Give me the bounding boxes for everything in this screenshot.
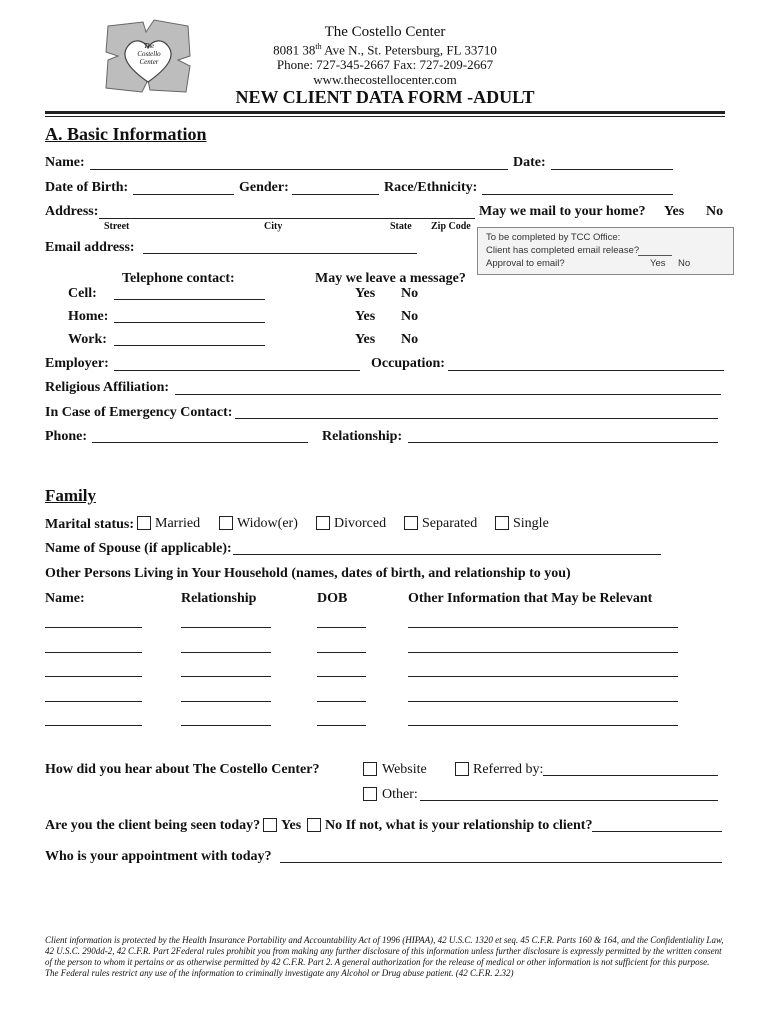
org-website: www.thecostellocenter.com — [313, 72, 457, 87]
client-relationship-field[interactable] — [592, 831, 722, 832]
name-label: Name: — [45, 155, 85, 170]
client-no-checkbox[interactable] — [307, 818, 321, 832]
telephone-header: Telephone contact: — [122, 271, 235, 286]
dob-label: Date of Birth: — [45, 180, 129, 195]
single-label: Single — [513, 516, 549, 531]
work-msg-yes[interactable]: Yes — [355, 332, 376, 347]
referred-checkbox[interactable] — [455, 762, 469, 776]
email-label: Email address: — [45, 240, 135, 255]
logo-text-2: Costello — [137, 50, 161, 58]
dob-field[interactable] — [133, 194, 234, 195]
work-msg-no[interactable]: No — [401, 332, 419, 347]
household-dob-field[interactable] — [317, 652, 366, 653]
single-checkbox[interactable] — [495, 516, 509, 530]
home-label: Home: — [68, 309, 109, 324]
office-use-box — [477, 227, 734, 275]
household-other-field[interactable] — [408, 701, 678, 702]
emergency-phone-field[interactable] — [92, 442, 308, 443]
household-relationship-field[interactable] — [181, 652, 271, 653]
org-name: The Costello Center — [324, 24, 446, 40]
household-relationship-field[interactable] — [181, 676, 271, 677]
separated-label: Separated — [422, 516, 478, 531]
org-address: 8081 38th Ave N., St. Petersburg, FL 33710 — [273, 42, 497, 58]
referred-field[interactable] — [543, 775, 718, 776]
race-field[interactable] — [482, 194, 673, 195]
appointment-field[interactable] — [280, 862, 722, 863]
employer-field[interactable] — [114, 370, 360, 371]
logo-text-1: The — [143, 42, 155, 50]
household-col-dob: DOB — [317, 591, 348, 606]
name-field[interactable] — [90, 169, 508, 170]
website-checkbox[interactable] — [363, 762, 377, 776]
header-rule — [45, 111, 725, 114]
hipaa-notice: Client information is protected by the Health Insurance Portability and Accountability Act of 1996 (HIPAA), 42 U.S.C. 1320 et seq. 45 C.F.R. Parts 160 & 164, and the Confidentiality Law, 42 U.S.C. 290dd-2, 42 C.F.R. Part 2Federal rules prohibit you from making any further disclosure of this information unless further disclosure is expressly permitted by the written consent of the person to whom it pertains or as otherwise permitted by 42 C.F.R. Part 2. A general authorization for the release of medical or other information is not sufficient for this purpose. The Federal rules restrict any use of the information to criminally investigate any Alcohol or Drug abuse patient. (42 C.F.R. 2.32) — [45, 935, 724, 978]
mail-question: May we mail to your home? — [479, 204, 646, 219]
other-label: Other: — [382, 787, 418, 802]
email-release-label: Client has completed email release? — [486, 245, 640, 256]
household-other-field[interactable] — [408, 627, 678, 628]
approval-label: Approval to email? — [486, 258, 565, 269]
other-field[interactable] — [420, 800, 718, 801]
client-yes-label: Yes — [281, 818, 302, 833]
divorced-label: Divorced — [334, 516, 387, 531]
emergency-label: In Case of Emergency Contact: — [45, 405, 233, 420]
client-question: Are you the client being seen today? — [45, 818, 261, 833]
household-col-relationship: Relationship — [181, 591, 257, 606]
household-name-field[interactable] — [45, 676, 142, 677]
household-dob-field[interactable] — [317, 676, 366, 677]
work-field[interactable] — [114, 345, 265, 346]
city-caption: City — [264, 221, 283, 232]
emergency-phone-label: Phone: — [45, 429, 87, 444]
spouse-field[interactable] — [233, 554, 661, 555]
logo-text-3: Center — [139, 58, 159, 66]
client-no-label: No If not, what is your relationship to client? — [325, 818, 593, 833]
email-field[interactable] — [143, 253, 417, 254]
gender-label: Gender: — [239, 180, 289, 195]
occupation-field[interactable] — [448, 370, 724, 371]
header-rule-thin — [45, 116, 725, 117]
spouse-label: Name of Spouse (if applicable): — [45, 541, 232, 556]
widower-label: Widow(er) — [237, 516, 298, 531]
home-msg-no[interactable]: No — [401, 309, 419, 324]
emergency-field[interactable] — [235, 418, 718, 419]
mail-yes[interactable]: Yes — [664, 204, 685, 219]
household-other-field[interactable] — [408, 725, 678, 726]
household-relationship-field[interactable] — [181, 627, 271, 628]
zip-caption: Zip Code — [431, 221, 471, 232]
office-use-title: To be completed by TCC Office: — [486, 232, 621, 243]
race-label: Race/Ethnicity: — [384, 180, 478, 195]
household-relationship-field[interactable] — [181, 725, 271, 726]
religious-label: Religious Affiliation: — [45, 380, 170, 395]
religious-field[interactable] — [175, 394, 721, 395]
emergency-relationship-field[interactable] — [408, 442, 718, 443]
cell-field[interactable] — [114, 299, 265, 300]
client-yes-checkbox[interactable] — [263, 818, 277, 832]
widower-checkbox[interactable] — [219, 516, 233, 530]
website-label: Website — [382, 762, 427, 777]
separated-checkbox[interactable] — [404, 516, 418, 530]
household-label: Other Persons Living in Your Household (names, dates of birth, and relationship to you) — [45, 566, 571, 581]
approval-no[interactable]: No — [678, 258, 691, 269]
referral-question: How did you hear about The Costello Center? — [45, 762, 320, 777]
street-caption: Street — [104, 221, 130, 232]
household-name-field[interactable] — [45, 725, 142, 726]
household-name-field[interactable] — [45, 627, 142, 628]
approval-yes[interactable]: Yes — [650, 258, 666, 269]
household-other-field[interactable] — [408, 676, 678, 677]
household-col-other: Other Information that May be Relevant — [408, 591, 653, 606]
divorced-checkbox[interactable] — [316, 516, 330, 530]
marital-label: Marital status: — [45, 517, 135, 532]
cell-msg-yes[interactable]: Yes — [355, 286, 376, 301]
household-relationship-field[interactable] — [181, 701, 271, 702]
address-label: Address: — [45, 204, 99, 219]
other-checkbox[interactable] — [363, 787, 377, 801]
household-dob-field[interactable] — [317, 627, 366, 628]
mail-no[interactable]: No — [706, 204, 724, 219]
date-field[interactable] — [551, 169, 673, 170]
cell-label: Cell: — [68, 286, 97, 301]
state-caption: State — [390, 221, 412, 232]
household-other-field[interactable] — [408, 652, 678, 653]
org-phone-fax: Phone: 727-345-2667 Fax: 727-209-2667 — [276, 57, 494, 72]
form-title: NEW CLIENT DATA FORM -ADULT — [235, 87, 535, 107]
household-dob-field[interactable] — [317, 701, 366, 702]
married-checkbox[interactable] — [137, 516, 151, 530]
emergency-relationship-label: Relationship: — [322, 429, 403, 444]
household-dob-field[interactable] — [317, 725, 366, 726]
married-label: Married — [155, 516, 201, 531]
home-msg-yes[interactable]: Yes — [355, 309, 376, 324]
section-family-title: Family — [45, 486, 96, 505]
household-name-field[interactable] — [45, 701, 142, 702]
household-col-name: Name: — [45, 591, 85, 606]
address-field[interactable] — [99, 218, 475, 219]
section-basic-title: A. Basic Information — [45, 124, 207, 144]
cell-msg-no[interactable]: No — [401, 286, 419, 301]
employer-label: Employer: — [45, 356, 109, 371]
household-name-field[interactable] — [45, 652, 142, 653]
email-release-field[interactable] — [638, 255, 672, 256]
appointment-label: Who is your appointment with today? — [45, 849, 272, 864]
occupation-label: Occupation: — [371, 356, 445, 371]
gender-field[interactable] — [292, 194, 379, 195]
home-field[interactable] — [114, 322, 265, 323]
date-label: Date: — [513, 155, 546, 170]
message-header: May we leave a message? — [315, 271, 466, 286]
work-label: Work: — [68, 332, 107, 347]
referred-label: Referred by: — [473, 762, 544, 777]
